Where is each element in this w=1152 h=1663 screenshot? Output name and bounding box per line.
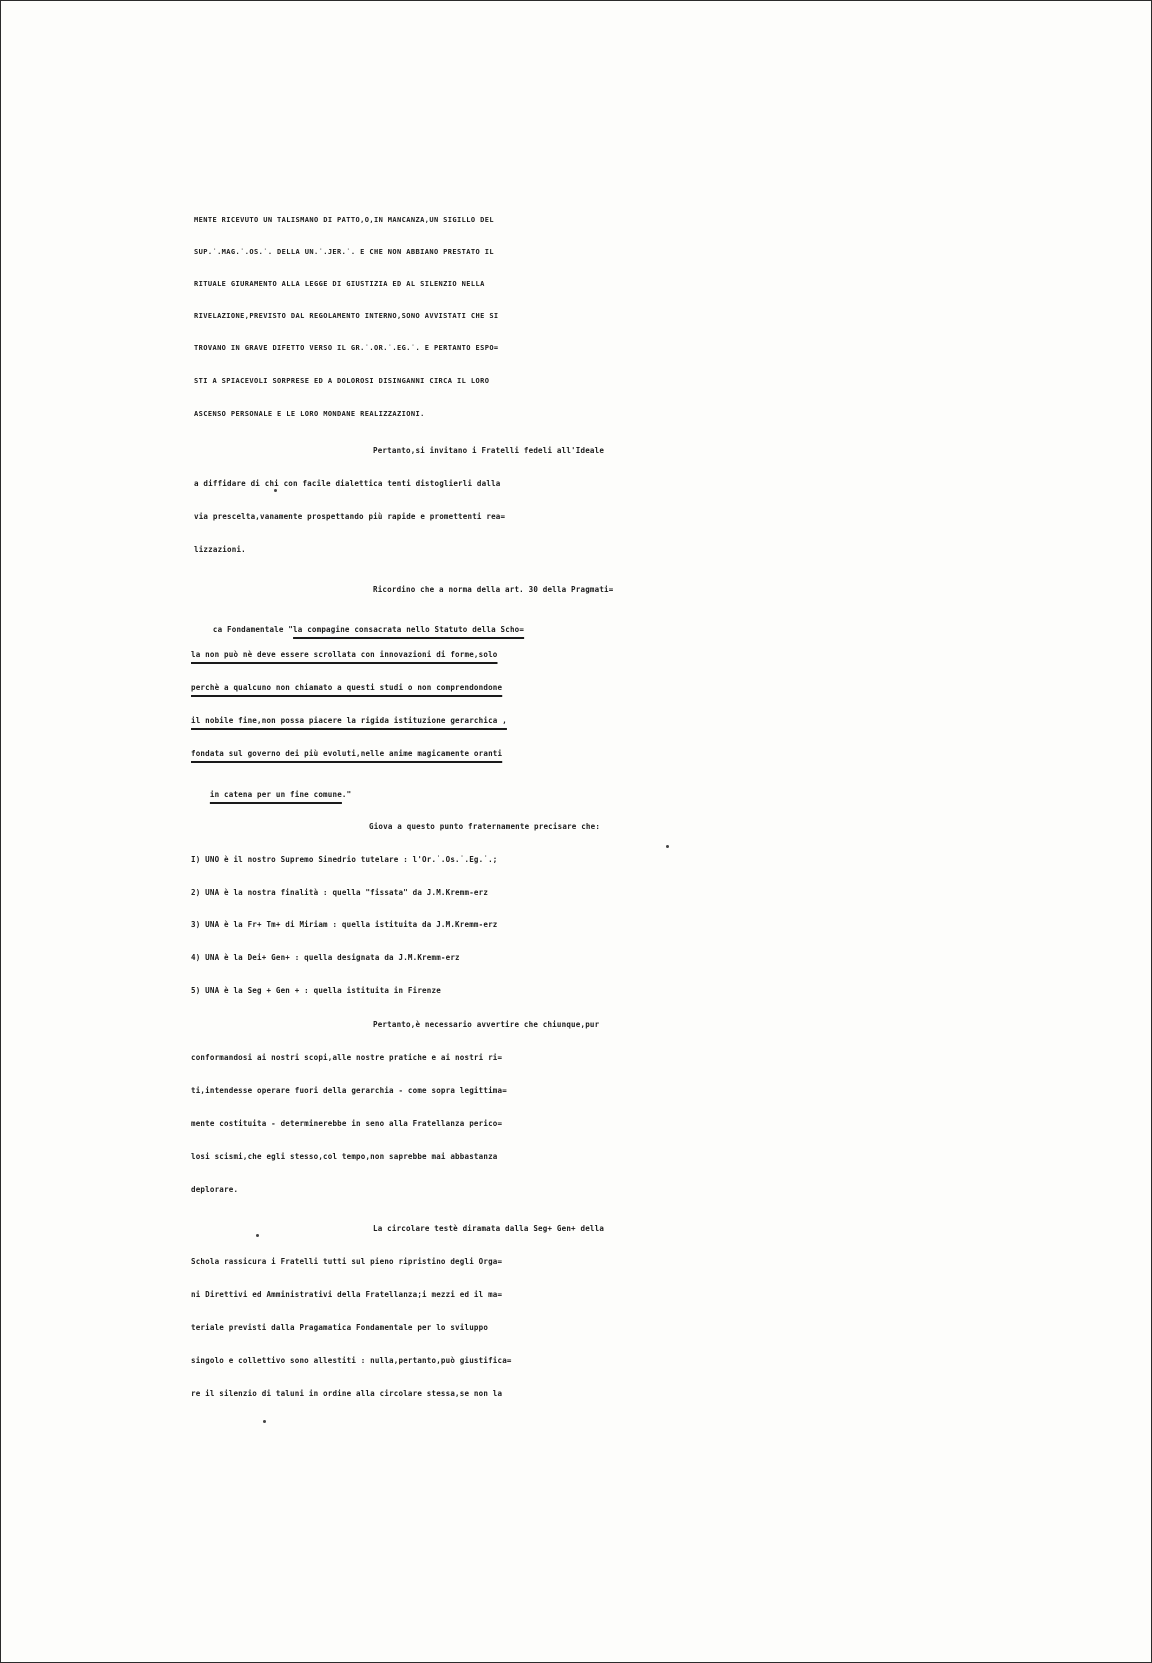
quote-lead: ca Fondamentale " bbox=[212, 624, 294, 634]
underlined-quote-line: fondata sul governo dei più evoluti,nelle anime magicamente oranti bbox=[191, 749, 503, 758]
quote-close: ." bbox=[341, 789, 352, 799]
text-line: conformandosi ai nostri scopi,alle nostre pratiche e ai nostri ri= bbox=[191, 1053, 503, 1062]
paper-speck bbox=[263, 1420, 266, 1423]
underlined-quote-line: perchè a qualcuno non chiamato a questi studi o non comprendondone bbox=[191, 683, 503, 692]
text-line: La circolare testè diramata dalla Seg+ Gen+ della bbox=[373, 1224, 605, 1233]
text-line: lizzazioni. bbox=[194, 545, 246, 554]
text-line: ni Direttivi ed Amministrativi della Fratellanza;i mezzi ed il ma= bbox=[191, 1290, 503, 1299]
text-line bbox=[1, 783, 1151, 806]
underlined-quote-line: la non può nè deve essere scrollata con innovazioni di forme,solo bbox=[191, 650, 498, 659]
paper-speck bbox=[256, 1234, 259, 1237]
list-item: 5) UNA è la Seg + Gen + : quella istituita in Firenze bbox=[191, 986, 441, 995]
text-line: singolo e collettivo sono allestiti : nulla,pertanto,può giustifica= bbox=[191, 1356, 512, 1365]
text-line: MENTE RICEVUTO UN TALISMANO DI PATTO,O,IN MANCANZA,UN SIGILLO DEL bbox=[194, 216, 494, 224]
text-line: RITUALE GIURAMENTO ALLA LEGGE DI GIUSTIZIA ED AL SILENZIO NELLA bbox=[194, 280, 485, 288]
list-item: I) UNO è il nostro Supremo Sinedrio tutelare : l'Or.˙.Os.˙.Eg.˙.; bbox=[191, 855, 498, 864]
text-line: Pertanto,è necessario avvertire che chiunque,pur bbox=[373, 1020, 600, 1029]
text-line: TROVANO IN GRAVE DIFETTO VERSO IL GR.˙.OR.˙.EG.˙. E PERTANTO ESPO= bbox=[194, 344, 499, 352]
text-line: SUP.˙.MAG.˙.OS.˙. DELLA UN.˙.JER.˙. E CHE NON ABBIANO PRESTATO IL bbox=[194, 248, 494, 256]
paper-speck bbox=[274, 489, 277, 492]
text-line: Giova a questo punto fraternamente precisare che: bbox=[369, 822, 601, 831]
text-line: RIVELAZIONE,PREVISTO DAL REGOLAMENTO INTERNO,SONO AVVISTATI CHE SI bbox=[194, 312, 499, 320]
text-line: STI A SPIACEVOLI SORPRESE ED A DOLOROSI DISINGANNI CIRCA IL LORO bbox=[194, 377, 490, 385]
text-line: mente costituita - determinerebbe in seno alla Fratellanza perico= bbox=[191, 1119, 503, 1128]
text-line: deplorare. bbox=[191, 1185, 239, 1194]
text-line: Pertanto,si invitano i Fratelli fedeli all'Ideale bbox=[373, 446, 605, 455]
underlined-quote-end: in catena per un fine comune bbox=[209, 789, 342, 799]
text-line: via prescelta,vanamente prospettando più rapide e promettenti rea= bbox=[194, 512, 506, 521]
text-line: re il silenzio di taluni in ordine alla circolare stessa,se non la bbox=[191, 1389, 503, 1398]
underlined-quote-line: il nobile fine,non possa piacere la rigida istituzione gerarchica , bbox=[191, 716, 507, 725]
text-line: ASCENSO PERSONALE E LE LORO MONDANE REALIZZAZIONI. bbox=[194, 410, 425, 418]
underlined-quote: la compagine consacrata nello Statuto della Scho= bbox=[293, 624, 525, 634]
text-line: Schola rassicura i Fratelli tutti sul pieno ripristino degli Orga= bbox=[191, 1257, 503, 1266]
text-line: teriale previsti dalla Pragamatica Fondamentale per lo sviluppo bbox=[191, 1323, 489, 1332]
text-line: ti,intendesse operare fuori della gerarchia - come sopra legittima= bbox=[191, 1086, 507, 1095]
list-item: 2) UNA è la nostra finalità : quella "fissata" da J.M.Kremm-erz bbox=[191, 888, 489, 897]
paper-speck bbox=[666, 845, 669, 848]
text-line: Ricordino che a norma della art. 30 della Pragmati= bbox=[373, 585, 614, 594]
text-line: a diffidare di chi con facile dialettica tenti distoglierli dalla bbox=[194, 479, 501, 488]
text-line bbox=[1, 618, 1151, 641]
text-line: losi scismi,che egli stesso,col tempo,non saprebbe mai abbastanza bbox=[191, 1152, 498, 1161]
list-item: 4) UNA è la Dei+ Gen+ : quella designata da J.M.Kremm-erz bbox=[191, 953, 460, 962]
list-item: 3) UNA è la Fr+ Tm+ di Miriam : quella istituita da J.M.Kremm-erz bbox=[191, 920, 498, 929]
